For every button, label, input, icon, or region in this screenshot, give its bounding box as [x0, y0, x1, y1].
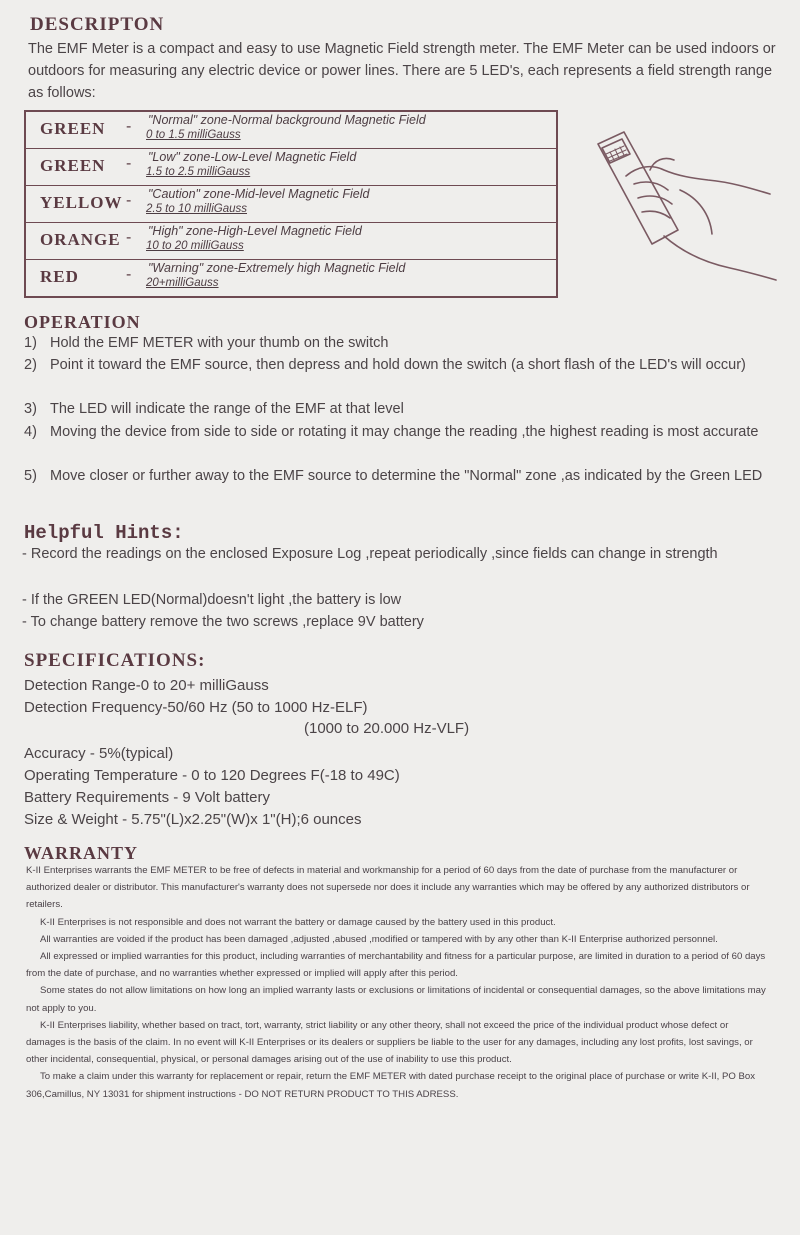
- step-text: Point it toward the EMF source, then depress and hold down the switch (a short flash of the LED's will occur): [50, 357, 746, 373]
- zone-name: "Normal" zone-Normal background Magnetic Field: [148, 113, 426, 127]
- zone-color: ORANGE: [40, 230, 121, 249]
- zone-row-caution: [26, 186, 556, 223]
- step-text: Hold the EMF METER with your thumb on the switch: [50, 335, 389, 351]
- operation-step: [24, 333, 774, 354]
- step-text: Move closer or further away to the EMF source to determine the "Normal" zone ,as indicated by the Green LED: [50, 468, 763, 484]
- spec-accuracy: Accuracy - 5%(typical): [24, 745, 174, 762]
- zone-row-warning: [26, 260, 556, 297]
- spec-detection-frequency: Detection Frequency-50/60 Hz (50 to 1000 Hz-ELF): [24, 699, 368, 716]
- step-number: 1): [24, 335, 37, 351]
- step-text: The LED will indicate the range of the EMF at that level: [50, 401, 404, 417]
- step-number: 4): [24, 424, 37, 440]
- hint-item: - If the GREEN LED(Normal)doesn't light ,the battery is low: [22, 592, 402, 608]
- operation-step: [24, 355, 774, 376]
- zone-color: YELLOW: [40, 193, 123, 212]
- zone-range: 20+milliGauss: [146, 277, 219, 289]
- spec-operating-temperature: Operating Temperature - 0 to 120 Degrees F(-18 to 49C): [24, 767, 400, 784]
- spec-battery: Battery Requirements - 9 Volt battery: [24, 789, 270, 806]
- warranty-paragraph: All warranties are voided if the product has been damaged ,adjusted ,abused ,modified or tampered with by any other than K-II Enterprise authorized personnel.: [40, 933, 718, 945]
- spec-detection-frequency-vlf: (1000 to 20.000 Hz-VLF): [304, 720, 470, 737]
- step-number: 2): [24, 357, 37, 373]
- hand-holding-meter-illustration: [580, 118, 780, 288]
- zone-table: [24, 110, 558, 298]
- zone-dash: -: [126, 155, 132, 172]
- zone-name: "Warning" zone-Extremely high Magnetic Field: [148, 261, 406, 275]
- zone-dash: -: [126, 266, 132, 283]
- description-text: The EMF Meter is a compact and easy to use Magnetic Field strength meter. The EMF Meter can be used indoors or outdoors for measuring any electric device or power lines. There are 5 LED's, each represents a field strength range as follows:: [28, 41, 776, 101]
- warranty-paragraph: K-II Enterprises warrants the EMF METER to be free of defects in material and workmanship for a period of 60 days from the date of purchase from the manufacturer or authorized dealer or distributor. This manufacturer's warranty does not supersede nor does it include any warranties which may be offered by any authorized distributors or retailers.: [26, 865, 750, 911]
- operation-step: [24, 399, 774, 420]
- warranty-paragraph: K-II Enterprises liability, whether based on tract, tort, warranty, strict liability or any other theory, shall not exceed the price of the individual product whose defect or damages is the basis of the claim. In no event will K-II Enterprises or its dealers or suppliers be liable to the user for any damages, including any lost profits, lost savings, or other incidental, consequential, physical, or personal damages arising out of the use of inability to use this product.: [26, 1019, 753, 1066]
- zone-color: GREEN: [40, 156, 106, 175]
- hint-item: - Record the readings on the enclosed Exposure Log ,repeat periodically ,since fields can change in strength: [22, 546, 718, 562]
- operation-step: [24, 466, 774, 487]
- zone-name: "Caution" zone-Mid-level Magnetic Field: [148, 187, 370, 201]
- warranty-title: WARRANTY: [24, 843, 139, 863]
- zone-name: "High" zone-High-Level Magnetic Field: [148, 224, 362, 238]
- zone-range: 10 to 20 milliGauss: [146, 240, 244, 252]
- zone-dash: -: [126, 192, 132, 209]
- hints-title: Helpful Hints:: [24, 522, 184, 544]
- step-number: 5): [24, 468, 37, 484]
- zone-row-low: [26, 149, 556, 186]
- zone-row-normal: [26, 112, 556, 149]
- warranty-paragraph: All expressed or implied warranties for this product, including warranties of merchantability and fitness for a particular purpose, are limited in duration to a period of 60 days from the date of purchase, and no warranties whether expressed or implied will apply after this period.: [26, 951, 766, 980]
- step-number: 3): [24, 401, 37, 417]
- hint-item: - To change battery remove the two screws ,replace 9V battery: [22, 614, 424, 630]
- specifications-title: SPECIFICATIONS:: [24, 650, 206, 671]
- warranty-paragraph: To make a claim under this warranty for replacement or repair, return the EMF METER with dated purchase receipt to the original place of purchase or write K-II, PO Box 306,Camillus, NY 13031 for shipment instructions - DO NOT RETURN PRODUCT TO THIS ADRESS.: [26, 1071, 756, 1100]
- description-title: DESCRIPTON: [30, 14, 165, 35]
- zone-color: GREEN: [40, 119, 106, 138]
- zone-row-high: [26, 223, 556, 260]
- warranty-body: [26, 862, 766, 1103]
- step-text: Moving the device from side to side or rotating it may change the reading ,the highest reading is most accurate: [50, 424, 759, 440]
- zone-name: "Low" zone-Low-Level Magnetic Field: [148, 150, 357, 164]
- operation-step: [24, 422, 774, 443]
- spec-size-weight: Size & Weight - 5.75"(L)x2.25"(W)x 1"(H);6 ounces: [24, 811, 362, 828]
- warranty-paragraph: K-II Enterprises is not responsible and does not warrant the battery or damage caused by the battery used in this product.: [40, 916, 556, 928]
- zone-dash: -: [126, 118, 132, 135]
- warranty-paragraph: Some states do not allow limitations on how long an implied warranty lasts or exclusions or limitations of incidental or consequential damages, so the above limitations may not apply to you.: [26, 985, 766, 1014]
- zone-range: 0 to 1.5 milliGauss: [146, 129, 241, 141]
- zone-dash: -: [126, 229, 132, 246]
- zone-range: 2.5 to 10 milliGauss: [146, 203, 247, 215]
- spec-detection-range: Detection Range-0 to 20+ milliGauss: [24, 677, 269, 694]
- operation-title: OPERATION: [24, 312, 141, 332]
- zone-color: RED: [40, 267, 79, 286]
- zone-range: 1.5 to 2.5 milliGauss: [146, 166, 251, 178]
